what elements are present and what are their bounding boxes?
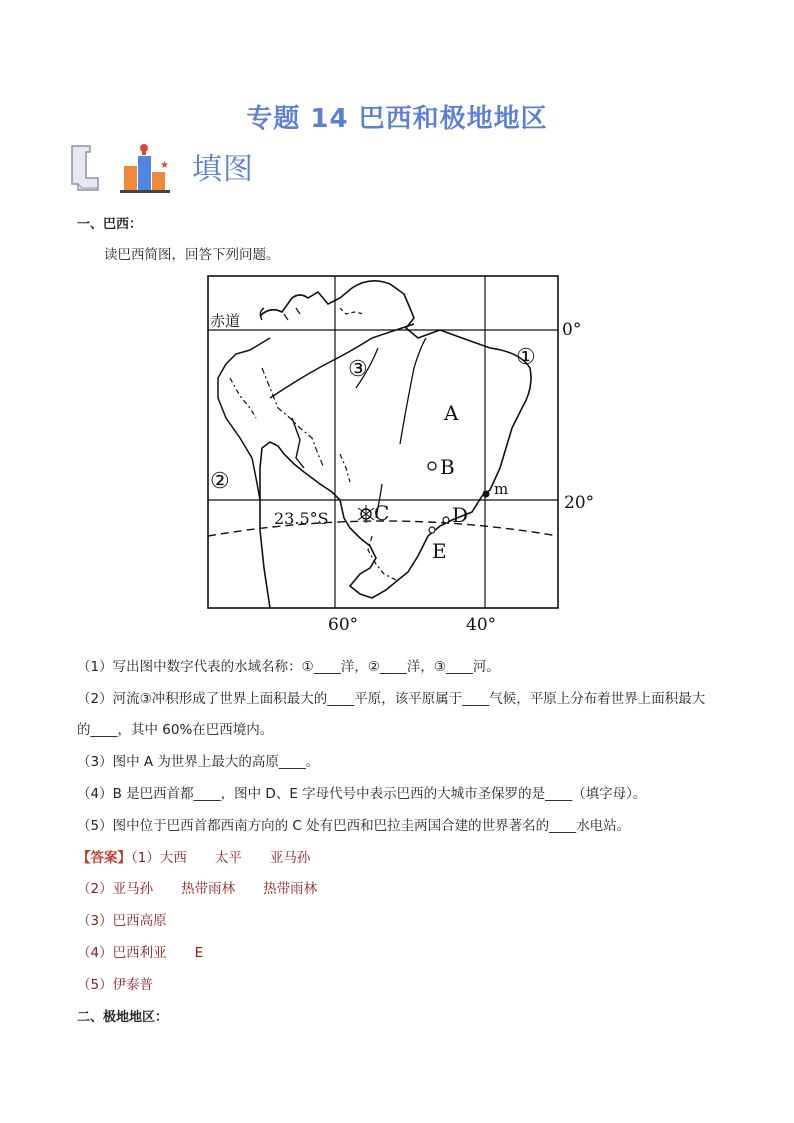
page-title: 专题 14 巴西和极地地区 xyxy=(246,104,548,134)
label-a: A xyxy=(444,401,459,425)
question-1: （1）写出图中数字代表的水域名称：①____洋，②____洋，③____河。 xyxy=(77,659,500,675)
section-banner xyxy=(68,142,368,194)
section-heading-brazil: 一、巴西： xyxy=(77,217,143,232)
label-d: D xyxy=(452,503,469,527)
label-e: E xyxy=(432,539,447,563)
section-intro: 读巴西简图，回答下列问题。 xyxy=(104,247,280,263)
lon-40-label: 40° xyxy=(466,615,497,635)
answer-3: （3）巴西高原 xyxy=(77,913,167,929)
banner-label: 填图 xyxy=(192,152,254,187)
label-c: C xyxy=(374,501,390,525)
lon-60-label: 60° xyxy=(328,615,359,635)
tropic-label: 23.5°S xyxy=(274,509,329,528)
answer-1: 【答案】（1）大西 太平 亚马孙 xyxy=(77,850,311,866)
label-2: ② xyxy=(210,469,230,494)
brazil-map xyxy=(200,268,595,638)
section-heading-polar: 二、极地地区： xyxy=(77,1010,169,1025)
answer-4: （4）巴西利亚 E xyxy=(77,945,204,961)
answer-2: （2）亚马孙 热带雨林 热带雨林 xyxy=(77,881,318,897)
label-m: m xyxy=(494,480,509,498)
label-3: ③ xyxy=(348,357,368,382)
svg-text:★: ★ xyxy=(160,160,169,171)
question-4: （4）B 是巴西首都____，图中 D、E 字母代号中表示巴西的大城市圣保罗的是____（填字母）。 xyxy=(77,786,647,802)
question-2b: 的____，其中 60%在巴西境内。 xyxy=(77,722,274,738)
question-5: （5）图中位于巴西首都西南方向的 C 处有巴西和巴拉圭两国合建的世界著名的____水电站。 xyxy=(77,818,631,834)
question-2a: （2）河流③冲积形成了世界上面积最大的____平原，该平原属于____气候，平原上分布着世界上面积最大 xyxy=(77,691,706,707)
answer-5: （5）伊泰普 xyxy=(77,977,154,993)
answer-tag: 【答案】 xyxy=(77,850,131,866)
podium-icon xyxy=(68,142,178,194)
label-1: ① xyxy=(516,345,536,370)
equator-label: 赤道 xyxy=(210,312,241,330)
lat-20-label: 20° xyxy=(564,493,595,513)
question-3: （3）图中 A 为世界上最大的高原____。 xyxy=(77,754,320,770)
label-b: B xyxy=(440,455,455,479)
lat-0-label: 0° xyxy=(562,320,582,340)
